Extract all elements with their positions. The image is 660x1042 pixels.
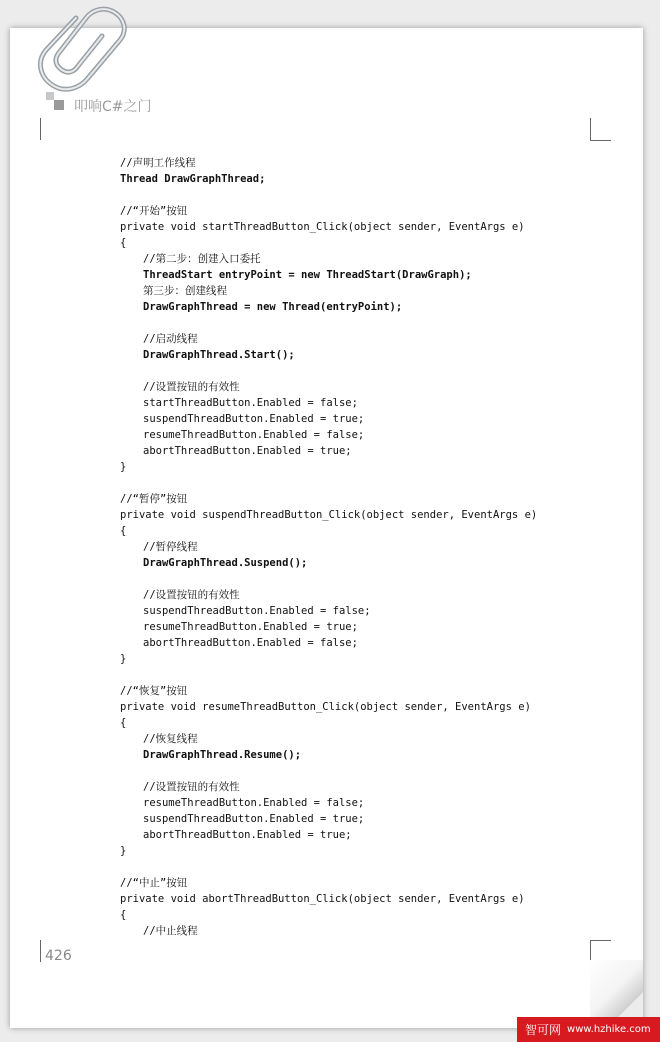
- code-line: 第三步：创建线程: [143, 285, 227, 297]
- code-line: //“中止”按钮: [120, 877, 188, 889]
- code-line: {: [120, 237, 127, 249]
- code-line: DrawGraphThread.Start();: [143, 349, 295, 361]
- code-blank-line: [120, 363, 590, 379]
- code-line: resumeThreadButton.Enabled = true;: [143, 621, 358, 633]
- code-blank-line: [120, 859, 590, 875]
- watermark-url: www.hzhike.com: [567, 1024, 651, 1035]
- code-line: }: [120, 653, 127, 665]
- page-number: 426: [45, 948, 72, 964]
- code-line: {: [120, 717, 127, 729]
- code-line: //“开始”按钮: [120, 205, 188, 217]
- code-line: }: [120, 845, 127, 857]
- code-line: private void abortThreadButton_Click(object sender, EventArgs e): [120, 893, 525, 905]
- code-line: startThreadButton.Enabled = false;: [143, 397, 358, 409]
- code-line: suspendThreadButton.Enabled = false;: [143, 605, 371, 617]
- code-blank-line: [120, 763, 590, 779]
- code-line: }: [120, 461, 127, 473]
- code-blank-line: [120, 187, 590, 203]
- site-watermark: [517, 1017, 660, 1042]
- code-line: abortThreadButton.Enabled = true;: [143, 445, 352, 457]
- code-line: //中止线程: [143, 925, 198, 937]
- code-line: suspendThreadButton.Enabled = true;: [143, 813, 365, 825]
- code-line: //恢复线程: [143, 733, 198, 745]
- crop-mark-top-right: [590, 118, 611, 141]
- code-line: private void startThreadButton_Click(object sender, EventArgs e): [120, 221, 525, 233]
- code-blank-line: [120, 571, 590, 587]
- paperclip-icon: [18, 0, 128, 130]
- code-line: resumeThreadButton.Enabled = false;: [143, 797, 365, 809]
- code-line: DrawGraphThread.Suspend();: [143, 557, 308, 569]
- code-listing: [120, 155, 590, 939]
- code-line: abortThreadButton.Enabled = true;: [143, 829, 352, 841]
- code-line: //暂停线程: [143, 541, 198, 553]
- code-line: //设置按钮的有效性: [143, 381, 240, 393]
- code-line: //启动线程: [143, 333, 198, 345]
- code-line: abortThreadButton.Enabled = false;: [143, 637, 358, 649]
- code-line: //设置按钮的有效性: [143, 589, 240, 601]
- watermark-brand: 智可网: [525, 1023, 562, 1037]
- running-header-title: 叩响C#之门: [74, 99, 152, 115]
- code-line: //“恢复”按钮: [120, 685, 188, 697]
- code-line: suspendThreadButton.Enabled = true;: [143, 413, 365, 425]
- code-line: private void resumeThreadButton_Click(object sender, EventArgs e): [120, 701, 531, 713]
- code-line: Thread DrawGraphThread;: [120, 173, 266, 185]
- code-line: DrawGraphThread.Resume();: [143, 749, 302, 761]
- book-page: [10, 28, 643, 1028]
- code-blank-line: [120, 315, 590, 331]
- code-line: resumeThreadButton.Enabled = false;: [143, 429, 365, 441]
- code-line: //设置按钮的有效性: [143, 781, 240, 793]
- code-line: //“暂停”按钮: [120, 493, 188, 505]
- code-line: DrawGraphThread = new Thread(entryPoint);: [143, 301, 403, 313]
- code-line: private void suspendThreadButton_Click(object sender, EventArgs e): [120, 509, 538, 521]
- code-line: {: [120, 525, 127, 537]
- code-line: ThreadStart entryPoint = new ThreadStart(DrawGraph);: [143, 269, 472, 281]
- code-blank-line: [120, 667, 590, 683]
- code-line: //第二步：创建入口委托: [143, 253, 261, 265]
- code-line: {: [120, 909, 127, 921]
- code-line: //声明工作线程: [120, 157, 196, 169]
- code-blank-line: [120, 475, 590, 491]
